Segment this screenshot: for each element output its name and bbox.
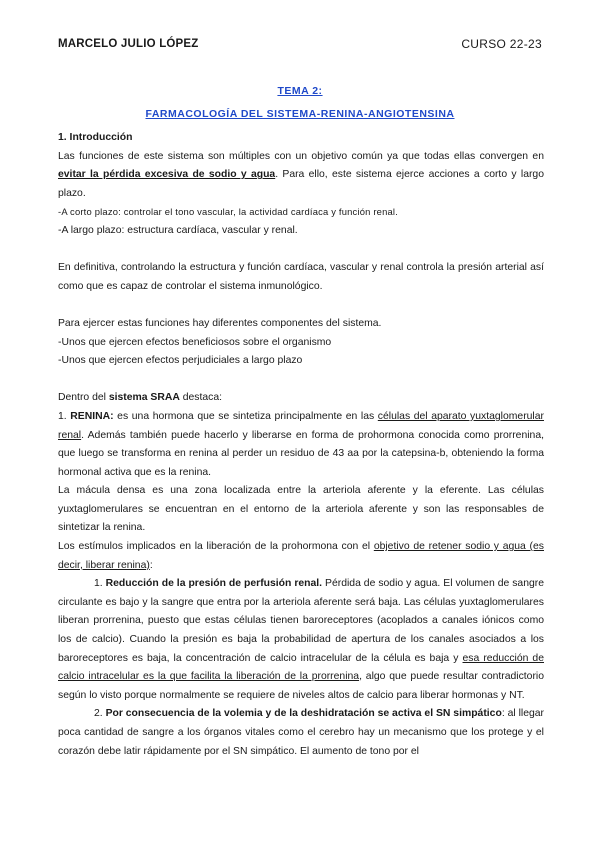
key-objective: evitar la pérdida excesiva de sodio y agua [58, 169, 276, 181]
short-term-actions: -A corto plazo: controlar el tono vascular, la actividad cardíaca y función renal. [58, 206, 399, 218]
intro-paragraph: Las funciones de este sistema son múltiples con un objetivo común ya que todas ellas convergen en evitar la pérdida excesiva de sodio y agua. Para ello, este sistema ejerce acciones a corto y largo plazo. [58, 150, 544, 199]
course-label: CURSO 22-23 [461, 37, 542, 51]
author-name: MARCELO JULIO LÓPEZ [58, 38, 199, 50]
section-heading-introduction: 1. Introducción [58, 132, 133, 143]
stimulus-item-2: 2. Por consecuencia de la volemia y de la deshidratación se activa el SN simpático: al llegar poca cantidad de sangre a los órganos vitales como el cerebro hay un mecanismo que los protege y el corazón debe latir rápidamente por el SN simpático. El aumento de tono por el [58, 708, 544, 757]
stimuli-paragraph: Los estímulos implicados en la liberación de la prohormona con el objetivo de retener sodio y agua (es decir, liberar renina): [58, 541, 544, 571]
stimulus-item-1: 1. Reducción de la presión de perfusión renal. Pérdida de sodio y agua. El volumen de sangre circulante es bajo y la sangre que entra por la arteriola aferente será baja. Las células yuxtaglomerulares liberan prorrenina, puesto que estas células tienen baroreceptores (acoplados a canales iónicos como los de calcio). Cuando la presión es baja la probabilidad de apertura de los canales asociados a los baroreceptores es baja, la concentración de calcio intracelular de la célula es baja y esa reducción de calcio intracelular es la que facilita la liberación de la prorrenina, algo que puede resultar contradictorio según lo visto porque normalmente se requiere de niveles altos de calcio para liberar hormonas y NT. [58, 578, 544, 701]
summary-paragraph: En definitiva, controlando la estructura y función cardíaca, vascular y renal controla la presión arterial así como que es capaz de controlar el sistema inmunológico. [58, 262, 544, 292]
renina-paragraph: 1. RENINA: es una hormona que se sintetiza principalmente en las células del aparato yuxtaglomerular renal. Además también puede hacerlo y liberarse en forma de prohormona conocida como prorrenina, que luego se transforma en renina al perder un residuo de 43 aa por la catepsina-b, obteniendo la forma hormonal activa que es la renina. [58, 410, 544, 478]
components-paragraph: Para ejercer estas funciones hay diferentes componentes del sistema. [58, 317, 382, 329]
macula-densa-paragraph: La mácula densa es una zona localizada entre la arteriola aferente y la eferente. Las células yuxtaglomerulares se encuentran en el entorno de la arteriola aferente y son las responsables de sintetizar la renina. [58, 485, 544, 534]
topic-title: TEMA 2: [277, 85, 323, 97]
sraa-lead: Dentro del sistema SRAA destaca: [58, 392, 223, 404]
topic-subtitle: FARMACOLOGÍA DEL SISTEMA-RENINA-ANGIOTENSINA [145, 108, 455, 120]
long-term-actions: -A largo plazo: estructura cardíaca, vascular y renal. [58, 224, 298, 236]
components-harmful: -Unos que ejercen efectos perjudiciales a largo plazo [58, 355, 303, 367]
components-beneficial: -Unos que ejercen efectos beneficiosos sobre el organismo [58, 336, 332, 348]
document-body [58, 129, 544, 761]
juxtaglomerular-cells-term: células del aparato yuxtaglomerular renal [58, 410, 544, 441]
